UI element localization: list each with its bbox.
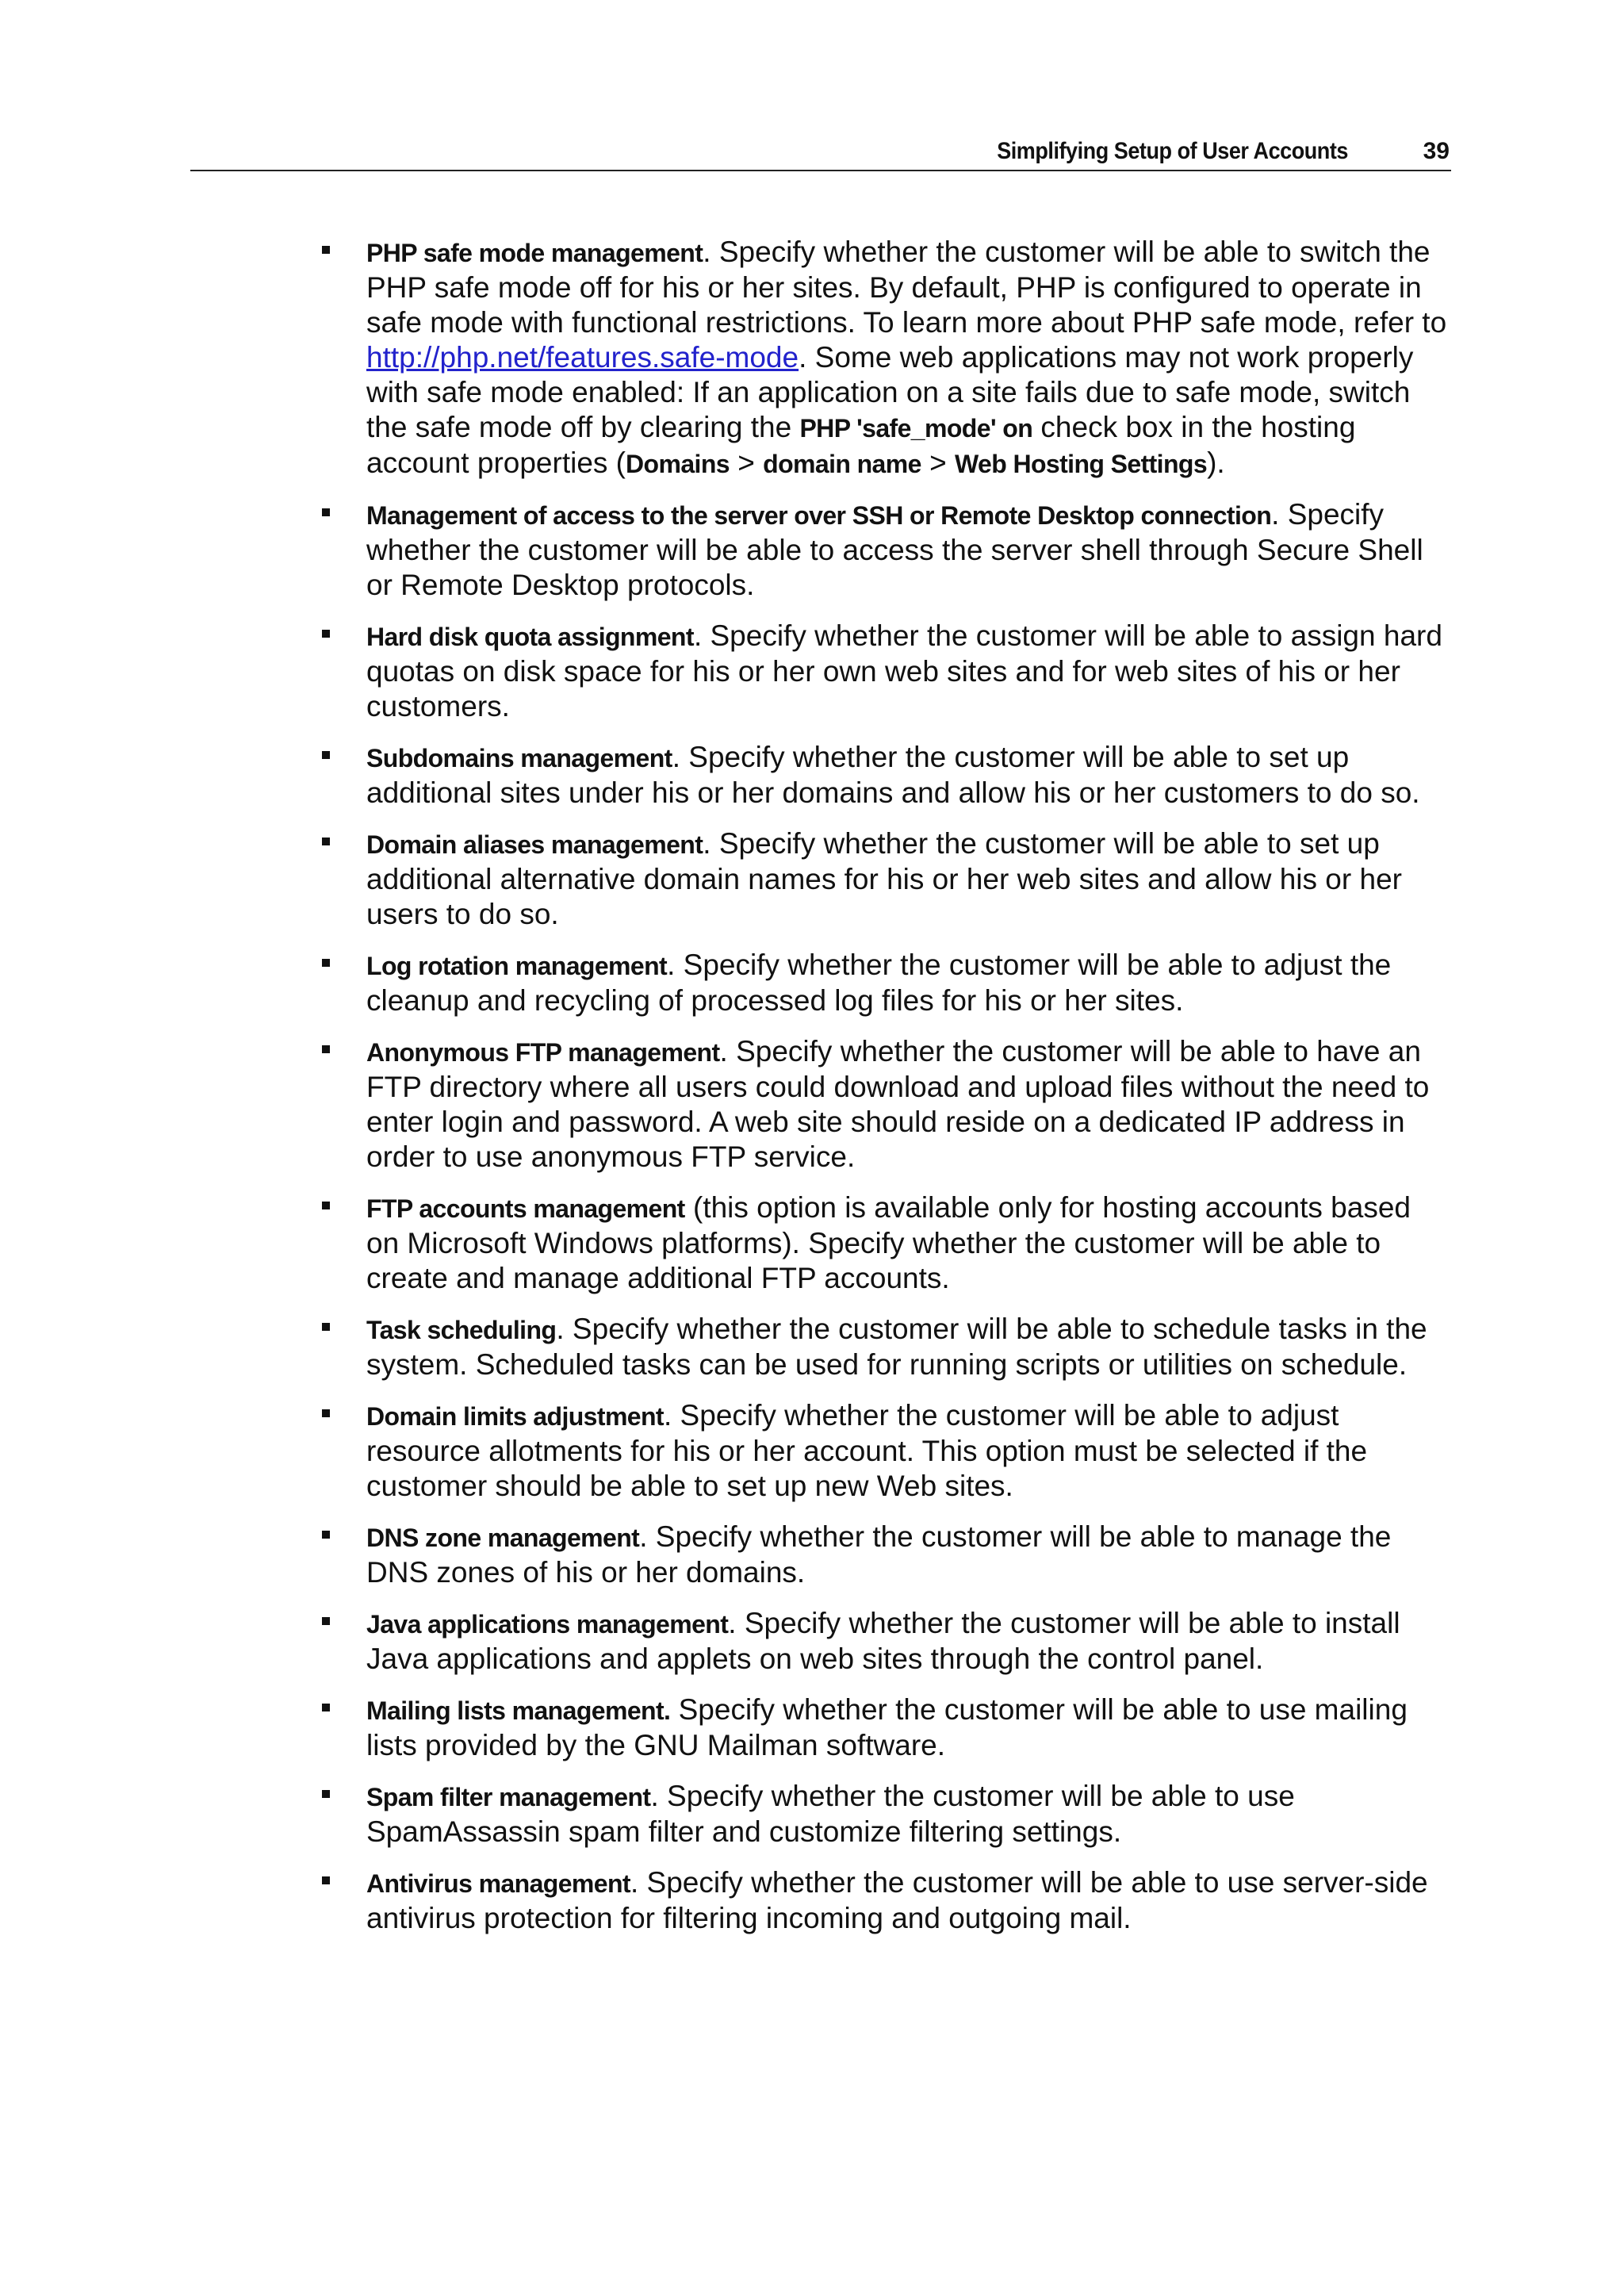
item-term: Management of access to the server over SSH or Remote Desktop connection: [366, 501, 1272, 530]
item-text: (this option is available only for hosting accounts based on Microsoft Windows platforms). Specify whether the customer will be able to create and manage additional FTP accounts.: [366, 1191, 1411, 1294]
bullet-square-icon: [322, 1202, 330, 1209]
path-separator: >: [729, 447, 764, 479]
bullet-square-icon: [322, 1704, 330, 1711]
item-term: Subdomains management: [366, 744, 672, 772]
item-text: . Some web applications may not work properly with safe mode enabled: If an application on a site fails due to safe mode, switch the safe mode off by clearing the: [366, 341, 1414, 443]
item-term: Anonymous FTP management: [366, 1038, 720, 1067]
item-term: Spam filter management: [366, 1783, 651, 1811]
item-text: . Specify whether the customer will be able to manage the DNS zones of his or her domains.: [366, 1520, 1392, 1589]
bullet-square-icon: [322, 1617, 330, 1625]
list-item: [317, 1520, 1451, 1590]
item-text: . Specify whether the customer will be able to set up additional alternative domain names for his or her web sites and allow his or her users to do so.: [366, 827, 1402, 930]
item-text: . Specify whether the customer will be able to adjust resource allotments for his or her account. This option must be selected if the customer should be able to set up new Web sites.: [366, 1399, 1368, 1502]
list-item: [317, 826, 1451, 932]
bullet-square-icon: [322, 1323, 330, 1331]
list-item: [317, 740, 1451, 811]
list-item: [317, 497, 1451, 603]
running-header-title: Simplifying Setup of User Accounts: [997, 138, 1348, 164]
bullet-square-icon: [322, 508, 330, 516]
item-text: . Specify whether the customer will be able to use server-side antivirus protection for filtering incoming and outgoing mail.: [366, 1866, 1428, 1934]
permissions-list: [317, 235, 1451, 1952]
nav-path-web-hosting-settings: Web Hosting Settings: [954, 450, 1208, 478]
item-text: . Specify whether the customer will be able to have an FTP directory where all users could download and upload files without the need to enter login and password. A web site should reside on a dedicated IP address in order to use anonymous FTP service.: [366, 1035, 1430, 1173]
item-text: . Specify whether the customer will be able to install Java applications and applets on web sites through the control panel.: [366, 1607, 1400, 1675]
list-item: [317, 619, 1451, 724]
item-text: ).: [1207, 447, 1225, 479]
item-term: Java applications management: [366, 1610, 729, 1639]
item-term: DNS zone management: [366, 1524, 640, 1552]
item-term: Domain aliases management: [366, 830, 703, 859]
item-text: . Specify whether the customer will be able to access the server shell through Secure Shell or Remote Desktop protocols.: [366, 498, 1423, 601]
item-text: . Specify whether the customer will be able to use SpamAssassin spam filter and customize filtering settings.: [366, 1780, 1295, 1848]
bullet-square-icon: [322, 246, 330, 254]
page-number: 39: [1423, 138, 1450, 164]
list-item: [317, 948, 1451, 1018]
path-separator: >: [921, 447, 955, 479]
list-item: [317, 1692, 1451, 1763]
list-item: [317, 235, 1451, 481]
item-term: Domain limits adjustment: [366, 1402, 664, 1431]
item-term: Task scheduling: [366, 1316, 557, 1344]
item-text: . Specify whether the customer will be able to set up additional sites under his or her domains and allow his or her customers to do so.: [366, 741, 1420, 809]
bullet-square-icon: [322, 959, 330, 967]
list-item: [317, 1034, 1451, 1175]
list-item: [317, 1779, 1451, 1849]
list-item: [317, 1190, 1451, 1296]
item-text: . Specify whether the customer will be able to assign hard quotas on disk space for his or her own web sites and for web sites of his or her customers.: [366, 619, 1442, 723]
page-header: [190, 135, 1451, 171]
list-item: [317, 1865, 1451, 1936]
bullet-square-icon: [322, 1876, 330, 1884]
bullet-square-icon: [322, 838, 330, 845]
item-term: Log rotation management: [366, 952, 668, 980]
bullet-square-icon: [322, 1790, 330, 1798]
item-text: . Specify whether the customer will be able to schedule tasks in the system. Scheduled tasks can be used for running scripts or utilities on schedule.: [366, 1313, 1427, 1381]
bullet-square-icon: [322, 1409, 330, 1417]
nav-path-domains: Domains: [626, 450, 730, 478]
item-term: Hard disk quota assignment: [366, 623, 694, 651]
list-item: [317, 1606, 1451, 1677]
list-item: [317, 1312, 1451, 1382]
bullet-square-icon: [322, 1045, 330, 1053]
item-text: . Specify whether the customer will be able to switch the PHP safe mode off for his or her sites. By default, PHP is configured to operate in safe mode with functional restrictions. To learn more about PHP safe mode, refer to: [366, 236, 1447, 339]
checkbox-label-ref: PHP 'safe_mode' on: [799, 414, 1033, 443]
php-safe-mode-link[interactable]: http://php.net/features.safe-mode: [366, 341, 799, 374]
item-text: Specify whether the customer will be able to use mailing lists provided by the GNU Mailman software.: [366, 1693, 1408, 1761]
item-term: Mailing lists management.: [366, 1696, 671, 1725]
item-term: Antivirus management: [366, 1869, 630, 1898]
bullet-square-icon: [322, 1531, 330, 1539]
item-text: check box in the hosting account properties (: [366, 411, 1356, 479]
bullet-square-icon: [322, 630, 330, 638]
item-text: . Specify whether the customer will be able to adjust the cleanup and recycling of processed log files for his or her sites.: [366, 949, 1392, 1017]
item-term: PHP safe mode management: [366, 239, 703, 267]
nav-path-domain-name: domain name: [763, 450, 921, 478]
item-term: FTP accounts management: [366, 1194, 685, 1223]
list-item: [317, 1398, 1451, 1504]
bullet-square-icon: [322, 751, 330, 759]
